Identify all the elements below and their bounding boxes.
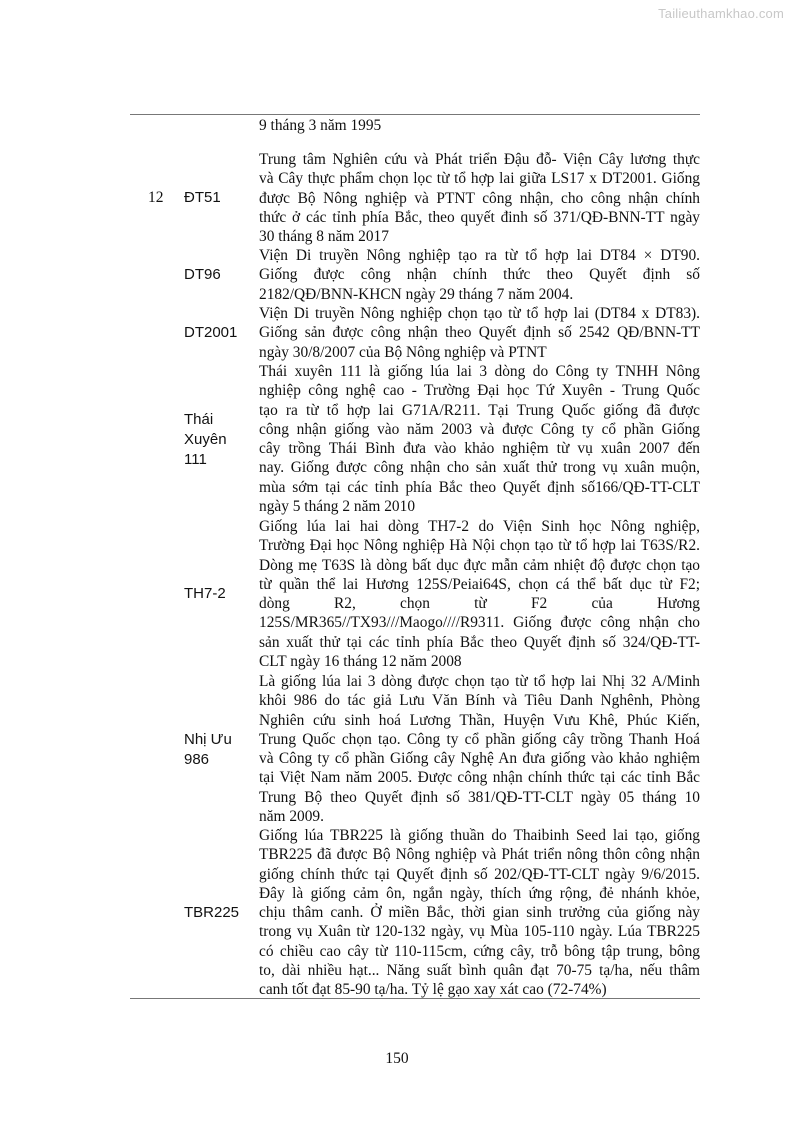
variety-name: ĐT51 bbox=[184, 189, 221, 206]
desc-line: tại Việt Nam năm 2005. Được công nhận chính thức tại các tỉnh Bắc bbox=[259, 769, 700, 787]
desc-line: Viện Di truyền Nông nghiệp tạo ra từ tổ hợp lai DT84 × DT90. bbox=[259, 247, 700, 264]
desc-line: năm 2009. bbox=[259, 808, 324, 826]
variety-name: DT96 bbox=[184, 266, 221, 283]
row-description bbox=[259, 304, 700, 362]
desc-line: mùa sớm tại các tỉnh phía Bắc theo Quyết định số166/QĐ-TT-CLT bbox=[259, 478, 700, 496]
desc-line: 125S/MR365//TX93///Maogo////R9311. Giống được công nhận cho bbox=[259, 614, 700, 632]
desc-line: sản xuất thử tại các tỉnh phía Bắc theo Quyết định số 324/QĐ-TT- bbox=[259, 633, 700, 651]
desc-line: nghiệp công nghệ cao - Trường Đại học Tứ Xuyên - Trung Quốc bbox=[259, 382, 700, 400]
desc-line: và Công ty cổ phần Giống cây Nghệ An đưa giống vào khảo nghiệm bbox=[259, 750, 700, 768]
table-bottom-rule bbox=[130, 998, 700, 999]
row-description bbox=[259, 362, 700, 516]
desc-line: Trung tâm Nghiên cứu và Phát triển Đậu đỗ- Viện Cây lương thực bbox=[259, 151, 700, 168]
desc-line: 30 tháng 8 năm 2017 bbox=[259, 228, 389, 246]
desc-line: Giống được công nhận chính thức theo Quyết định số bbox=[259, 266, 700, 284]
page-number: 150 bbox=[385, 1050, 409, 1067]
desc-line: cây trồng Thái Bình đưa vào khảo nghiệm từ vụ xuân 2007 đến bbox=[259, 440, 700, 458]
table-top-rule bbox=[130, 114, 700, 115]
desc-line: dòng R2, chọn từ F2 của Hương bbox=[259, 595, 700, 613]
desc-line: 2182/QĐ/BNN-KHCN ngày 29 tháng 7 năm 2004. bbox=[259, 285, 574, 303]
desc-line: Trung Bộ theo Quyết định số 381/QĐ-TT-CLT ngày 05 tháng 10 bbox=[259, 788, 700, 806]
desc-line: trong vụ Xuân từ 120-132 ngày, vụ Mùa 105-110 ngày. Lúa TBR225 bbox=[259, 923, 700, 941]
variety-name: Nhị Ưu 986 bbox=[184, 731, 232, 768]
desc-line: Dòng mẹ T63S là dòng bất dục đực mẫn cảm nhiệt độ được chọn tạo bbox=[259, 556, 700, 574]
desc-line: được Bộ Nông nghiệp và PTNT công nhận, cho công nhận chính bbox=[259, 189, 700, 207]
watermark-text: Tailieuthamkhao.com bbox=[658, 6, 784, 21]
desc-line: nay. Giống được công nhận cho sản xuất thử trong vụ xuân muộn, bbox=[259, 459, 700, 477]
row-description bbox=[259, 150, 700, 246]
variety-name: Thái Xuyên 111 bbox=[184, 411, 227, 468]
desc-line: Thái xuyên 111 là giống lúa lai 3 dòng do Công ty TNHH Nông bbox=[259, 363, 700, 380]
desc-line: khôi 986 do tác giả Lưu Văn Bính và Tiêu Danh Nghênh, Phòng bbox=[259, 692, 700, 710]
desc-line: Trường Đại học Nông nghiệp Hà Nội chọn tạo từ tổ hợp lai T63S/R2. bbox=[259, 537, 700, 555]
row-description bbox=[259, 826, 700, 1000]
desc-line: TBR225 đã được Bộ Nông nghiệp và Phát triển nông thôn công nhận bbox=[259, 846, 700, 864]
desc-line: to, dài nhiều hạt... Năng suất bình quân đạt 70-75 tạ/ha, nếu thâm bbox=[259, 962, 700, 980]
desc-line: ngày 30/8/2007 của Bộ Nông nghiệp và PTNT bbox=[259, 343, 547, 361]
desc-line: từ quần thể lai Hương 125S/Peiai64S, chọn cá thể bất dục từ F2; bbox=[259, 575, 700, 593]
desc-line: giống chính thức tại Quyết định số 202/QĐ-TT-CLT ngày 9/6/2015. bbox=[259, 865, 700, 883]
desc-line: và Cây thực phẩm chọn lọc từ tổ hợp lai giữa LS17 x DT2001. Giống bbox=[259, 170, 700, 188]
desc-line: ngày 5 tháng 2 năm 2010 bbox=[259, 498, 416, 516]
desc-line: thức ở các tỉnh phía Bắc, theo quyết đinh số 371/QĐ-BNN-TT ngày bbox=[259, 208, 700, 226]
desc-line: Nghiên cứu sinh hoá Lương Thần, Huyện Vưu Khê, Phúc Kiến, bbox=[259, 711, 700, 729]
row-description bbox=[259, 672, 700, 826]
desc-line: Là giống lúa lai 3 dòng được chọn tạo từ tổ hợp lai Nhị 32 A/Minh bbox=[259, 673, 700, 690]
variety-name: TBR225 bbox=[184, 904, 240, 921]
desc-line: 9 tháng 3 năm 1995 bbox=[259, 117, 382, 134]
row-description bbox=[259, 246, 700, 304]
desc-line: CLT ngày 16 tháng 12 năm 2008 bbox=[259, 653, 462, 671]
desc-line: công nhận giống vào năm 2003 và được Công ty cổ phần Giống bbox=[259, 420, 700, 438]
desc-line: Viện Di truyền Nông nghiệp chọn tạo từ tổ hợp lai (DT84 x DT83). bbox=[259, 305, 700, 322]
row-number: 12 bbox=[148, 189, 164, 206]
desc-line: Đây là giống cảm ôn, ngắn ngày, thích ứng rộng, đẻ nhánh khỏe, bbox=[259, 884, 700, 902]
desc-line: có chiều cao cây từ 110-115cm, cứng cây, trỗ bông tập trung, bông bbox=[259, 942, 700, 960]
desc-line: Giống lúa TBR225 là giống thuần do Thaibinh Seed lai tạo, giống bbox=[259, 827, 700, 844]
desc-line: Trung Quốc chọn tạo. Công ty cổ phần giống cây trồng Thanh Hoá bbox=[259, 730, 700, 748]
desc-line: tạo ra từ tổ hợp lai G71A/R211. Tại Trung Quốc giống đã được bbox=[259, 401, 700, 419]
row-description bbox=[259, 116, 700, 135]
desc-line: canh tốt đạt 85-90 tạ/ha. Tỷ lệ gạo xay xát cao (72-74%) bbox=[259, 981, 607, 999]
desc-line: chịu thâm canh. Ở miền Bắc, thời gian sinh trưởng của giống này bbox=[259, 904, 700, 922]
desc-line: Giống sản được công nhận theo Quyết định số 2542 QĐ/BNN-TT bbox=[259, 324, 700, 342]
row-description bbox=[259, 517, 700, 671]
variety-name: TH7-2 bbox=[184, 585, 226, 602]
variety-name: DT2001 bbox=[184, 324, 238, 341]
desc-line: Giống lúa lai hai dòng TH7-2 do Viện Sinh học Nông nghiệp, bbox=[259, 518, 700, 535]
